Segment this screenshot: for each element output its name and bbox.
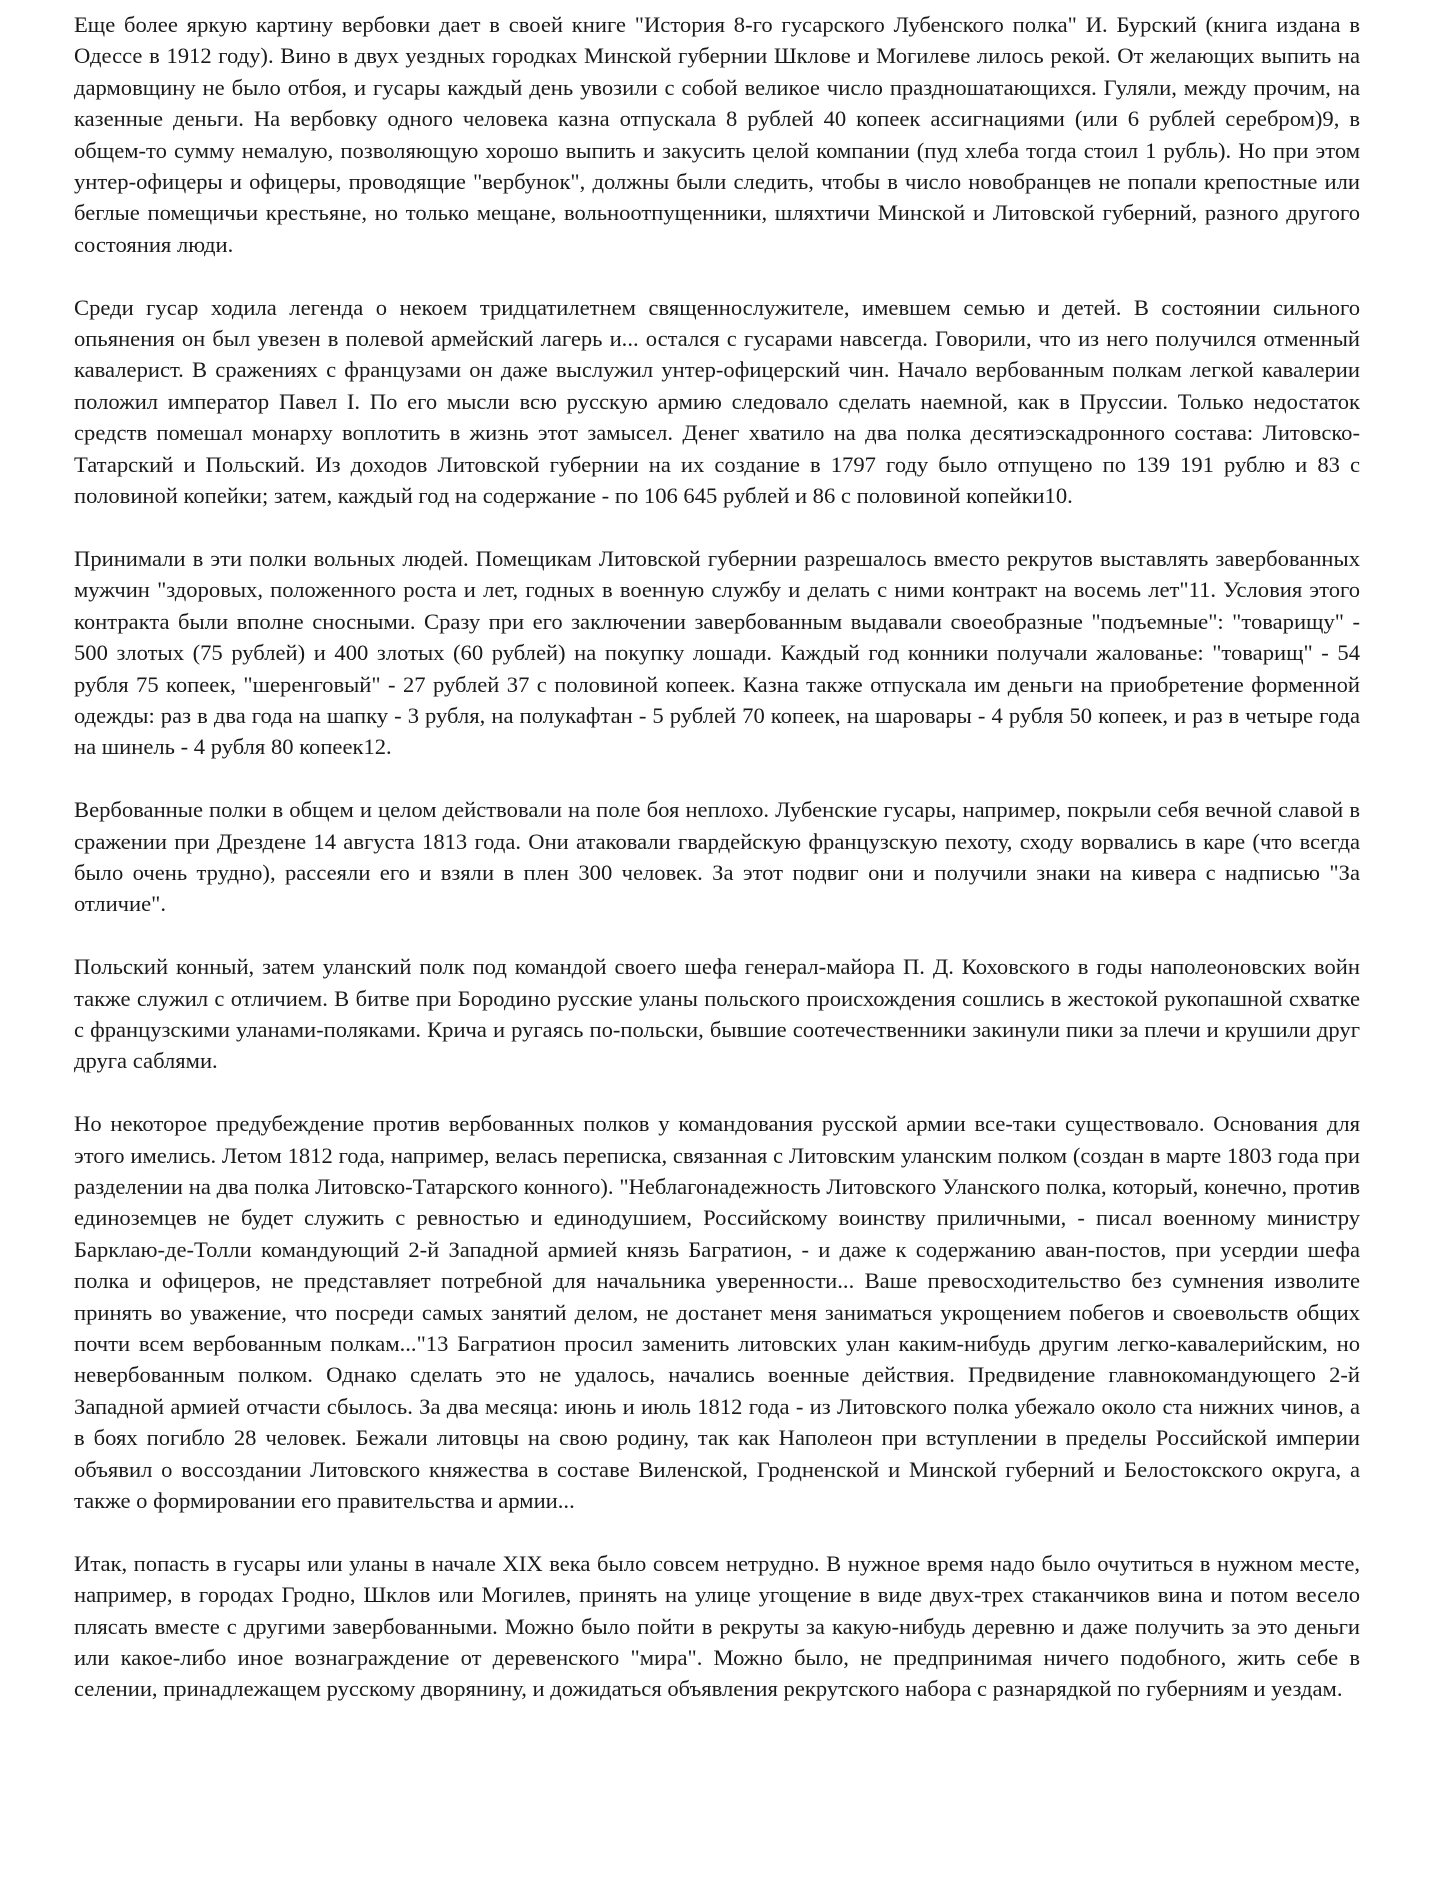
paragraph-polish-regiment: Польский конный, затем уланский полк под командой своего шефа генерал-майора П. Д. Коховского в годы наполеоновских войн также служил с отличием. В битве при Бородино русские уланы польского происхождения сошлись в жестокой рукопашной схватке с французскими уланами-поляками. Крича и ругаясь по-польски, бывшие соотечественники закинули пики за плечи и крушили друг друга саблями. [74, 954, 1360, 1074]
paragraph-lithuanian-uhlans: Но некоторое предубеждение против вербованных полков у командования русской армии все-таки существовало. Основания для этого имелись. Летом 1812 года, например, велась переписка, связанная с Литовским уланским полком (создан в марте 1803 года при разделении на два полка Литовско-Татарского конного). "Неблагонадежность Литовского Уланского полка, который, конечно, против единоземцев не будет служить с ревностью и единодушием, Российскому воинству приличными, - писал военному министру Барклаю-де-Толли командующий 2-й Западной армией князь Багратион, - и даже к содержанию аван-постов, при усердии шефа полка и офицеров, не представляет потребной для начальника уверенности... Ваше превосходительство без сумнения изволите принять во уважение, что посреди самых занятий делом, не достанет меня заниматься укрощением побегов и своевольств общих почти всем вербованным полкам..."13 Багратион просил заменить литовских улан каким-нибудь другим легко-кавалерийским, но невербованным полком. Однако сделать это не удалось, начались военные действия. Предвидение главнокомандующего 2-й Западной армией отчасти сбылось. За два месяца: июнь и июль 1812 года - из Литовского полка убежало около ста нижних чинов, а в боях погибло 28 человек. Бежали литовцы на свою родину, так как Наполеон при вступлении в пределы Российской империи объявил о воссоздании Литовского княжества в составе Виленской, Гродненской и Минской губерний и Белостокского округа, а также о формировании его правительства и армии... [74, 1111, 1360, 1514]
paragraph-recruitment-lubensky: Еще более яркую картину вербовки дает в своей книге "История 8-го гусарского Лубенского полка" И. Бурский (книга издана в Одессе в 1912 году). Вино в двух уездных городках Минской губернии Шклове и Могилеве лилось рекой. От желающих выпить на дармовщину не было отбоя, и гусары каждый день увозили с собой великое число праздношатающихся. Гуляли, между прочим, на казенные деньги. На вербовку одного человека казна отпускала 8 рублей 40 копеек ассигнациями (или 6 рублей серебром)9, в общем-то сумму немалую, позволяющую хорошо выпить и закусить целой компании (пуд хлеба тогда стоил 1 рубль). Но при этом унтер-офицеры и офицеры, проводящие "вербунок", должны были следить, чтобы в число новобранцев не попали крепостные или беглые помещичьи крестьяне, но только мещане, вольноотпущенники, шляхтичи Минской и Литовской губерний, разного другого состояния люди. [74, 12, 1360, 257]
paragraph-conclusion: Итак, попасть в гусары или уланы в начале XIX века было совсем нетрудно. В нужное время надо было очутиться в нужном месте, например, в городах Гродно, Шклов или Могилев, принять на улице угощение в виде двух-трех стаканчиков вина и потом весело плясать вместе с другими завербованными. Можно было пойти в рекруты за какую-нибудь деревню и даже получить за это деньги или какое-либо иное вознаграждение от деревенского "мира". Можно было, не предпринимая ничего подобного, жить себе в селении, принадлежащем русскому дворянину, и дожидаться объявления рекрутского набора с разнарядкой по губерниям и уездам. [74, 1550, 1360, 1702]
paragraph-contract-terms: Принимали в эти полки вольных людей. Помещикам Литовской губернии разрешалось вместо рекрутов выставлять завербованных мужчин "здоровых, положенного роста и лет, годных в военную службу и делать с ними контракт на восемь лет"11. Условия этого контракта были вполне сносными. Сразу при его заключении завербованным выдавали своеобразные "подъемные": "товарищу" - 500 злотых (75 рублей) и 400 злотых (60 рублей) на покупку лошади. Каждый год конники получали жалованье: "товарищ" - 54 рубля 75 копеек, "шеренговый" - 27 рублей 37 с половиной копеек. Казна также отпускала им деньги на приобретение форменной одежды: раз в два года на шапку - 3 рубля, на полукафтан - 5 рублей 70 копеек, на шаровары - 4 рубля 50 копеек, и раз в четыре года на шинель - 4 рубля 80 копеек12. [74, 545, 1360, 760]
paragraph-dresden-battle: Вербованные полки в общем и целом действовали на поле боя неплохо. Лубенские гусары, например, покрыли себя вечной славой в сражении при Дрездене 14 августа 1813 года. Они атаковали гвардейскую французскую пехоту, сходу ворвались в каре (что всегда было очень трудно), рассеяли его и взяли в плен 300 человек. За этот подвиг они и получили знаки на кивера с надписью "За отличие". [74, 797, 1360, 917]
paragraph-priest-legend: Среди гусар ходила легенда о некоем тридцатилетнем священнослужителе, имевшем семью и детей. В состоянии сильного опьянения он был увезен в полевой армейский лагерь и... остался с гусарами навсегда. Говорили, что из него получился отменный кавалерист. В сражениях с французами он даже выслужил унтер-офицерский чин. Начало вербованным полкам легкой кавалерии положил император Павел I. По его мысли всю русскую армию следовало сделать наемной, как в Пруссии. Только недостаток средств помешал монарху воплотить в жизнь этот замысел. Денег хватило на два полка десятиэскадронного состава: Литовско-Татарский и Польский. Из доходов Литовской губернии на их создание в 1797 году было отпущено по 139 191 рублю и 83 с половиной копейки; затем, каждый год на содержание - по 106 645 рублей и 86 с половиной копейки10. [74, 294, 1360, 509]
document-body [74, 9, 1360, 1705]
